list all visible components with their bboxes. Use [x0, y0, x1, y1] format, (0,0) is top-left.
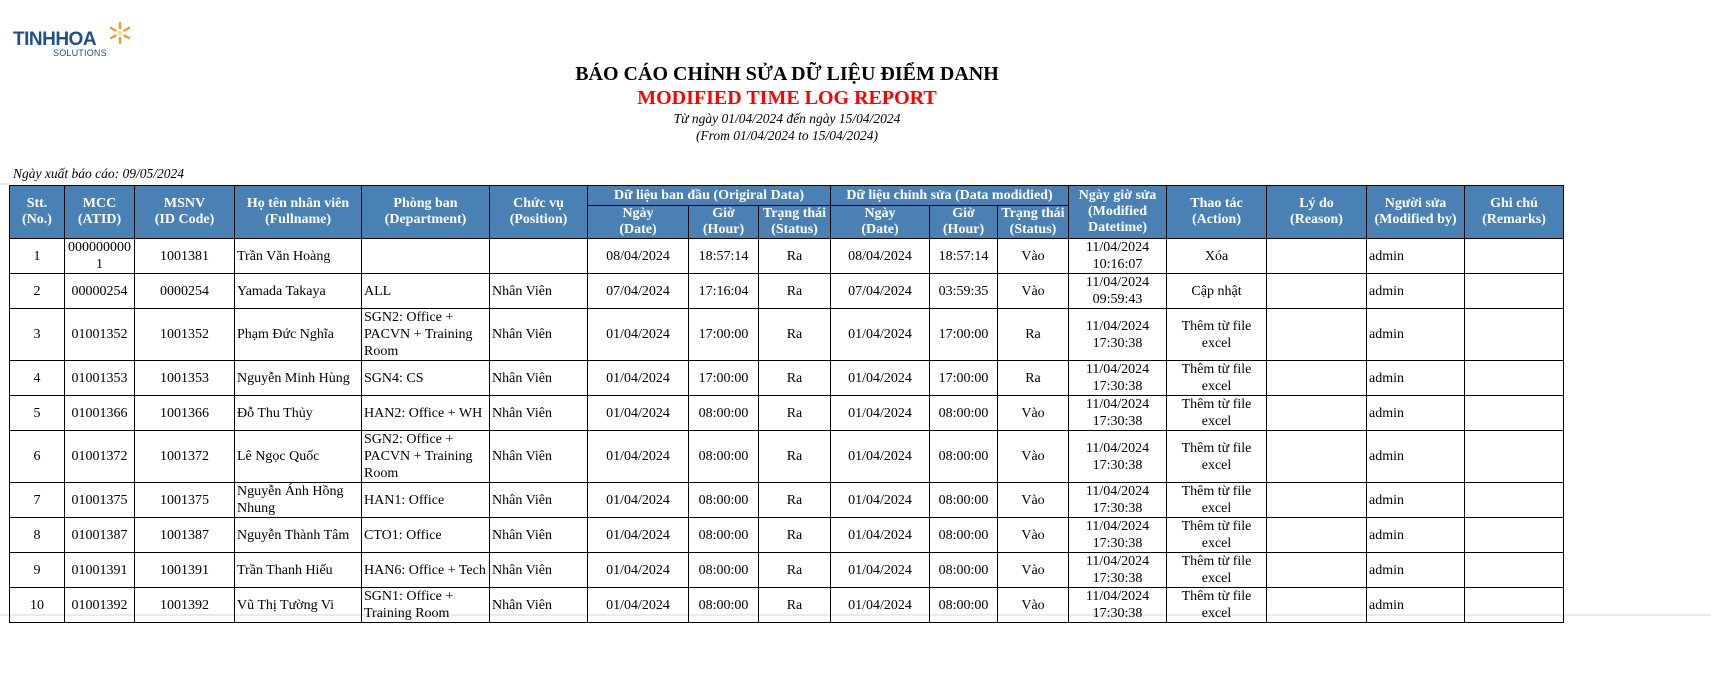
- cell-atid: 00000254: [65, 274, 135, 309]
- cell-original-status: Ra: [759, 553, 831, 588]
- cell-department: HAN6: Office + Tech: [362, 553, 490, 588]
- date-range-vn: Từ ngày 01/04/2024 đến ngày 15/04/2024: [673, 111, 901, 126]
- cell-action: Thêm từ file excel: [1167, 553, 1267, 588]
- cell-fullname: Vũ Thị Tường Vi: [235, 588, 362, 623]
- cell-no: 3: [10, 309, 65, 361]
- cell-original-hour: 17:16:04: [689, 274, 759, 309]
- report-title-vn: BÁO CÁO CHỈNH SỬA DỮ LIỆU ĐIỂM DANH: [575, 63, 999, 85]
- col-header-fullname: Họ tên nhân viên (Fullname): [235, 186, 362, 239]
- cell-modified-date: 01/04/2024: [831, 483, 930, 518]
- cell-modified-date: 01/04/2024: [831, 361, 930, 396]
- cell-action: Thêm từ file excel: [1167, 396, 1267, 431]
- cell-modified-status: Vào: [998, 239, 1069, 274]
- cell-fullname: Lê Ngọc Quốc: [235, 431, 362, 483]
- cell-original-date: 08/04/2024: [588, 239, 689, 274]
- col-header-modified-by: Người sửa (Modified by): [1367, 186, 1465, 239]
- col-group-modified-data: Dữ liệu chỉnh sửa (Data modidied): [831, 186, 1069, 206]
- cell-reason: [1267, 588, 1367, 623]
- logo-sub: SOLUTIONS: [53, 48, 107, 58]
- cell-modified-hour: 08:00:00: [930, 431, 998, 483]
- cell-modified-hour: 08:00:00: [930, 518, 998, 553]
- cell-modified-date: 07/04/2024: [831, 274, 930, 309]
- cell-modified-datetime: 11/04/2024 17:30:38: [1069, 553, 1167, 588]
- cell-modified-status: Ra: [998, 309, 1069, 361]
- cell-fullname: Nguyễn Minh Hùng: [235, 361, 362, 396]
- cell-original-status: Ra: [759, 483, 831, 518]
- cell-modified-date: 01/04/2024: [831, 518, 930, 553]
- cell-no: 6: [10, 431, 65, 483]
- cell-original-hour: 08:00:00: [689, 431, 759, 483]
- cell-original-date: 01/04/2024: [588, 309, 689, 361]
- cell-modified-datetime: 11/04/2024 10:16:07: [1069, 239, 1167, 274]
- cell-original-status: Ra: [759, 309, 831, 361]
- cell-fullname: Nguyễn Ánh Hồng Nhung: [235, 483, 362, 518]
- company-logo: [13, 20, 133, 62]
- col-header-department: Phòng ban (Department): [362, 186, 490, 239]
- cell-atid: 01001391: [65, 553, 135, 588]
- cell-atid: 01001392: [65, 588, 135, 623]
- cell-position: [490, 239, 588, 274]
- cell-original-date: 01/04/2024: [588, 553, 689, 588]
- cell-reason: [1267, 483, 1367, 518]
- cell-department: SGN4: CS: [362, 361, 490, 396]
- cell-idcode: 1001387: [135, 518, 235, 553]
- cell-modified-hour: 08:00:00: [930, 483, 998, 518]
- cell-original-date: 07/04/2024: [588, 274, 689, 309]
- report-title-en: MODIFIED TIME LOG REPORT: [637, 87, 937, 109]
- cell-modified-status: Vào: [998, 518, 1069, 553]
- cell-original-status: Ra: [759, 588, 831, 623]
- col-header-original-status: Trạng thái (Status): [759, 206, 831, 239]
- cell-remarks: [1465, 483, 1564, 518]
- cell-remarks: [1465, 239, 1564, 274]
- cell-department: SGN1: Office + Training Room: [362, 588, 490, 623]
- cell-modified-hour: 08:00:00: [930, 553, 998, 588]
- cell-fullname: Trần Thanh Hiếu: [235, 553, 362, 588]
- cell-original-date: 01/04/2024: [588, 518, 689, 553]
- cell-original-date: 01/04/2024: [588, 588, 689, 623]
- cell-modified-datetime: 11/04/2024 17:30:38: [1069, 431, 1167, 483]
- cell-remarks: [1465, 588, 1564, 623]
- cell-modified-datetime: 11/04/2024 17:30:38: [1069, 396, 1167, 431]
- cell-original-hour: 08:00:00: [689, 483, 759, 518]
- table-row: [10, 518, 1564, 553]
- cell-action: Thêm từ file excel: [1167, 483, 1267, 518]
- cell-modified-datetime: 11/04/2024 17:30:38: [1069, 483, 1167, 518]
- cell-remarks: [1465, 553, 1564, 588]
- cell-modified-by: admin: [1367, 274, 1465, 309]
- col-header-remarks: Ghi chú (Remarks): [1465, 186, 1564, 239]
- date-range-en: (From 01/04/2024 to 15/04/2024): [695, 128, 879, 143]
- col-header-modified-datetime: Ngày giờ sửa (Modified Datetime): [1069, 186, 1167, 239]
- cell-modified-hour: 18:57:14: [930, 239, 998, 274]
- cell-original-hour: 08:00:00: [689, 553, 759, 588]
- cell-modified-by: admin: [1367, 553, 1465, 588]
- cell-fullname: Trần Văn Hoàng: [235, 239, 362, 274]
- cell-modified-by: admin: [1367, 239, 1465, 274]
- cell-original-hour: 08:00:00: [689, 396, 759, 431]
- cell-fullname: Đỗ Thu Thủy: [235, 396, 362, 431]
- cell-position: Nhân Viên: [490, 518, 588, 553]
- cell-original-date: 01/04/2024: [588, 361, 689, 396]
- cell-action: Thêm từ file excel: [1167, 361, 1267, 396]
- table-row: [10, 553, 1564, 588]
- cell-original-hour: 18:57:14: [689, 239, 759, 274]
- cell-action: Cập nhật: [1167, 274, 1267, 309]
- cell-no: 10: [10, 588, 65, 623]
- cell-reason: [1267, 431, 1367, 483]
- cell-original-status: Ra: [759, 239, 831, 274]
- cell-action: Xóa: [1167, 239, 1267, 274]
- cell-action: Thêm từ file excel: [1167, 309, 1267, 361]
- col-header-original-date: Ngày (Date): [588, 206, 689, 239]
- cell-modified-by: admin: [1367, 361, 1465, 396]
- cell-atid: 01001375: [65, 483, 135, 518]
- cell-department: [362, 239, 490, 274]
- cell-fullname: Phạm Đức Nghĩa: [235, 309, 362, 361]
- cell-position: Nhân Viên: [490, 553, 588, 588]
- cell-idcode: 1001392: [135, 588, 235, 623]
- cell-modified-date: 01/04/2024: [831, 588, 930, 623]
- table-row: [10, 588, 1564, 623]
- cell-modified-by: admin: [1367, 309, 1465, 361]
- sparkle-icon: [107, 20, 133, 46]
- cell-idcode: 1001372: [135, 431, 235, 483]
- table-row: [10, 431, 1564, 483]
- table-row: [10, 309, 1564, 361]
- cell-original-date: 01/04/2024: [588, 396, 689, 431]
- cell-reason: [1267, 309, 1367, 361]
- cell-atid: 01001387: [65, 518, 135, 553]
- col-header-idcode: MSNV (ID Code): [135, 186, 235, 239]
- cell-reason: [1267, 361, 1367, 396]
- cell-original-hour: 08:00:00: [689, 518, 759, 553]
- cell-fullname: Nguyễn Thành Tâm: [235, 518, 362, 553]
- cell-no: 9: [10, 553, 65, 588]
- cell-original-hour: 17:00:00: [689, 309, 759, 361]
- cell-modified-datetime: 11/04/2024 17:30:38: [1069, 361, 1167, 396]
- cell-modified-datetime: 11/04/2024 09:59:43: [1069, 274, 1167, 309]
- cell-modified-status: Ra: [998, 361, 1069, 396]
- table-row: [10, 483, 1564, 518]
- cell-modified-by: admin: [1367, 588, 1465, 623]
- cell-modified-date: 01/04/2024: [831, 431, 930, 483]
- cell-department: SGN2: Office + PACVN + Training Room: [362, 309, 490, 361]
- cell-reason: [1267, 396, 1367, 431]
- cell-position: Nhân Viên: [490, 309, 588, 361]
- cell-department: ALL: [362, 274, 490, 309]
- cell-modified-hour: 03:59:35: [930, 274, 998, 309]
- col-header-position: Chức vụ (Position): [490, 186, 588, 239]
- col-header-modified-status: Trạng thái (Status): [998, 206, 1069, 239]
- cell-action: Thêm từ file excel: [1167, 431, 1267, 483]
- cell-modified-hour: 08:00:00: [930, 396, 998, 431]
- cell-original-status: Ra: [759, 361, 831, 396]
- col-header-reason: Lý do (Reason): [1267, 186, 1367, 239]
- cell-position: Nhân Viên: [490, 588, 588, 623]
- cell-atid: 01001372: [65, 431, 135, 483]
- table-row: [10, 274, 1564, 309]
- cell-modified-by: admin: [1367, 431, 1465, 483]
- cell-modified-date: 08/04/2024: [831, 239, 930, 274]
- cell-idcode: 1001381: [135, 239, 235, 274]
- cell-modified-hour: 08:00:00: [930, 588, 998, 623]
- cell-atid: 01001353: [65, 361, 135, 396]
- cell-modified-status: Vào: [998, 483, 1069, 518]
- cell-idcode: 1001391: [135, 553, 235, 588]
- cell-idcode: 1001375: [135, 483, 235, 518]
- col-header-modified-date: Ngày (Date): [831, 206, 930, 239]
- cell-action: Thêm từ file excel: [1167, 518, 1267, 553]
- cell-original-status: Ra: [759, 431, 831, 483]
- cell-action: Thêm từ file excel: [1167, 588, 1267, 623]
- cell-modified-date: 01/04/2024: [831, 396, 930, 431]
- cell-no: 8: [10, 518, 65, 553]
- cell-remarks: [1465, 431, 1564, 483]
- cell-position: Nhân Viên: [490, 431, 588, 483]
- cell-modified-datetime: 11/04/2024 17:30:38: [1069, 518, 1167, 553]
- col-header-no: Stt. (No.): [10, 186, 65, 239]
- cell-modified-datetime: 11/04/2024 17:30:38: [1069, 588, 1167, 623]
- cell-original-hour: 08:00:00: [689, 588, 759, 623]
- cell-modified-date: 01/04/2024: [831, 553, 930, 588]
- cell-modified-status: Vào: [998, 553, 1069, 588]
- cell-remarks: [1465, 274, 1564, 309]
- table-row: [10, 396, 1564, 431]
- cell-idcode: 1001353: [135, 361, 235, 396]
- cell-no: 7: [10, 483, 65, 518]
- cell-atid: 01001366: [65, 396, 135, 431]
- cell-department: HAN2: Office + WH: [362, 396, 490, 431]
- cell-department: HAN1: Office: [362, 483, 490, 518]
- col-header-original-hour: Giờ (Hour): [689, 206, 759, 239]
- cell-reason: [1267, 553, 1367, 588]
- cell-position: Nhân Viên: [490, 396, 588, 431]
- cell-modified-by: admin: [1367, 396, 1465, 431]
- col-header-action: Thao tác (Action): [1167, 186, 1267, 239]
- cell-original-date: 01/04/2024: [588, 483, 689, 518]
- cell-modified-by: admin: [1367, 518, 1465, 553]
- cell-modified-datetime: 11/04/2024 17:30:38: [1069, 309, 1167, 361]
- cell-idcode: 1001352: [135, 309, 235, 361]
- col-header-modified-hour: Giờ (Hour): [930, 206, 998, 239]
- cell-original-date: 01/04/2024: [588, 431, 689, 483]
- cell-no: 5: [10, 396, 65, 431]
- cell-original-hour: 17:00:00: [689, 361, 759, 396]
- cell-no: 2: [10, 274, 65, 309]
- cell-idcode: 1001366: [135, 396, 235, 431]
- cell-original-status: Ra: [759, 518, 831, 553]
- cell-modified-date: 01/04/2024: [831, 309, 930, 361]
- modified-time-log-table: [9, 185, 1564, 623]
- cell-fullname: Yamada Takaya: [235, 274, 362, 309]
- cell-idcode: 0000254: [135, 274, 235, 309]
- cell-modified-status: Vào: [998, 274, 1069, 309]
- cell-atid: 01001352: [65, 309, 135, 361]
- cell-modified-by: admin: [1367, 483, 1465, 518]
- logo-name: TINHHOA: [13, 29, 97, 50]
- table-row: [10, 361, 1564, 396]
- cell-remarks: [1465, 396, 1564, 431]
- cell-department: SGN2: Office + PACVN + Training Room: [362, 431, 490, 483]
- col-header-atid: MCC (ATID): [65, 186, 135, 239]
- cell-reason: [1267, 274, 1367, 309]
- col-group-original-data: Dữ liệu ban đầu (Origiral Data): [588, 186, 831, 206]
- cell-remarks: [1465, 518, 1564, 553]
- report-header: [0, 62, 1574, 144]
- cell-position: Nhân Viên: [490, 483, 588, 518]
- table-row: [10, 239, 1564, 274]
- cell-department: CTO1: Office: [362, 518, 490, 553]
- cell-reason: [1267, 239, 1367, 274]
- cell-remarks: [1465, 361, 1564, 396]
- cell-modified-hour: 17:00:00: [930, 361, 998, 396]
- cell-modified-status: Vào: [998, 588, 1069, 623]
- cell-position: Nhân Viên: [490, 361, 588, 396]
- cell-no: 4: [10, 361, 65, 396]
- cell-no: 1: [10, 239, 65, 274]
- cell-original-status: Ra: [759, 274, 831, 309]
- cell-modified-hour: 17:00:00: [930, 309, 998, 361]
- cell-modified-status: Vào: [998, 396, 1069, 431]
- cell-remarks: [1465, 309, 1564, 361]
- cell-atid: 0000000001: [65, 239, 135, 274]
- cell-original-status: Ra: [759, 396, 831, 431]
- cell-position: Nhân Viên: [490, 274, 588, 309]
- cell-modified-status: Vào: [998, 431, 1069, 483]
- export-date: Ngày xuất báo cáo: 09/05/2024: [13, 166, 184, 181]
- cell-reason: [1267, 518, 1367, 553]
